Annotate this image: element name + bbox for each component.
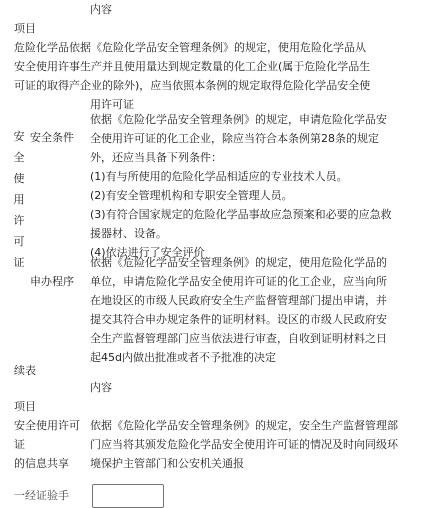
sharing-content-line-3: 境保护主管部门和公安机关通报: [90, 457, 244, 470]
table2-header-item: 项目: [14, 400, 36, 413]
row-label-char: 安: [13, 130, 25, 143]
continued-label: 续表: [14, 364, 36, 377]
conditions-line-8: (4)依法进行了安全评价: [90, 246, 205, 259]
procedure-line-6: 起45d内做出批准或者不予批准的决定: [90, 351, 276, 364]
conditions-line-7: 援器材、设备。: [90, 227, 167, 240]
procedure-line-4: 提交其符合申办规定条件的证明材料。设区的市级人民政府安: [90, 313, 387, 326]
conditions-line-2: 全使用许可证的化工企业，除应当符合本条例第28条的规定: [90, 132, 379, 145]
row-label-vertical: [13, 126, 25, 273]
procedure-label: 申办程序: [30, 275, 74, 288]
conditions-label: 安全条件: [30, 131, 74, 144]
procedure-line-5: 全生产监督管理部门应当依法进行审查，自收到证明材料之日: [90, 332, 387, 345]
sharing-label-line-3: 的信息共享: [14, 457, 69, 470]
conditions-line-5: (2)有安全管理机构和专职安全管理人员。: [90, 189, 293, 202]
sharing-label-line-1: 安全使用许可: [14, 419, 80, 432]
conditions-line-6: (3)有符合国家规定的危险化学品事故应急预案和必要的应急救: [90, 208, 392, 221]
table2-header-content: 内容: [90, 381, 112, 394]
intro-line-1: 危险化学品依据《危险化学品安全管理条例》的规定，使用危险化学品从: [14, 41, 366, 54]
sharing-label-line-2: 证: [14, 438, 25, 451]
procedure-line-2: 单位，申请危险化学品安全使用许可证的化工企业，应当向所: [90, 275, 387, 288]
conditions-line-1: 依据《危险化学品安全管理条例》的规定，申请危险化学品安: [90, 113, 387, 126]
row-label-char: 用: [13, 193, 25, 206]
intro-line-2: 安全使用许事生产并且使用量达到规定数量的化工企业(属于危险化学品生: [14, 60, 371, 73]
procedure-line-3: 在地设区的市级人民政府安全生产监督管理部门提出申请，并: [90, 294, 387, 307]
sharing-content-line-2: 门应当将其颁发危险化学品安全使用许可证的情况及时向同级环: [90, 438, 398, 451]
row-label-char: 全: [13, 151, 25, 164]
sharing-content-line-1: 依据《危险化学品安全管理条例》的规定，安全生产监督管理部: [90, 419, 398, 432]
row-label-char: 证: [13, 256, 25, 269]
intro-line-3: 可证的取得产企业的除外)，应当依照本条例的规定取得危险化学品安全使: [14, 79, 371, 92]
procedure-line-1: 依据《危险化学品安全管理条例》的规定，使用危险化学品的: [90, 256, 387, 269]
footer-partial-text: 一经证验手: [14, 489, 69, 502]
conditions-line-3: 外，还应当具备下列条件：: [90, 151, 222, 164]
partial-input-box[interactable]: [92, 484, 164, 508]
table1-header-item: 项目: [14, 22, 36, 35]
conditions-line-4: (1)有与所使用的危险化学品相适应的专业技术人员。: [90, 170, 348, 183]
row-label-char: 许: [13, 214, 25, 227]
table1-header-content: 内容: [90, 3, 112, 16]
intro-line-4: 用许可证: [90, 98, 134, 111]
row-label-char: 使: [13, 172, 25, 185]
row-label-char: 可: [13, 235, 25, 248]
